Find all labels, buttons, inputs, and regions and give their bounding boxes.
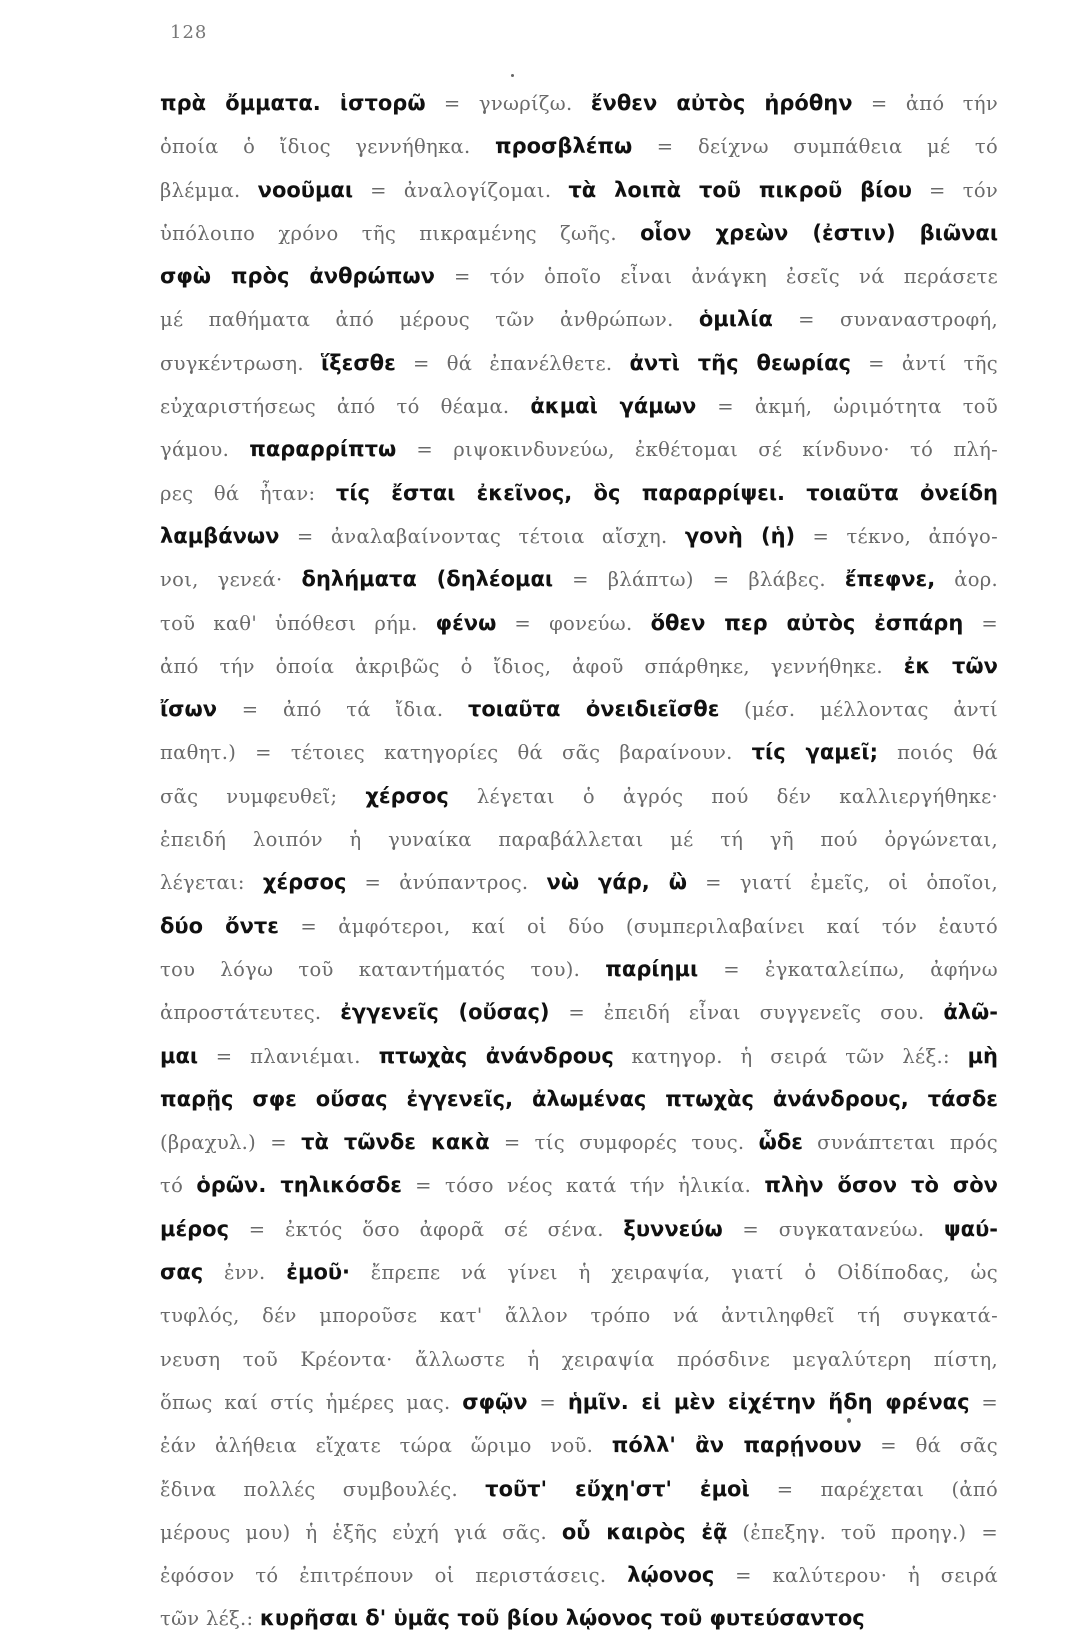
gloss-text: = ἀναλογίζομαι.: [353, 178, 569, 202]
gloss-text: = ἀναλαβαίνοντας τέτοια αἴσχη.: [279, 524, 685, 548]
text-line: [160, 1251, 998, 1294]
glossed-term: χέρσος: [365, 783, 449, 808]
gloss-text: = ἀμφότεροι, καί οἱ δύο (συμπεριλαβαίνει καί τόν ἑαυτό: [279, 914, 998, 938]
gloss-text: = ἐπειδή εἶναι συγγενεῖς σου.: [549, 1001, 944, 1025]
text-line: [160, 1554, 998, 1597]
gloss-text: = ἀντί τῆς: [850, 351, 998, 375]
glossed-term: πτωχὰς ἀνάνδρους: [378, 1043, 614, 1068]
glossed-term: τίς γαμεῖ;: [751, 740, 879, 765]
gloss-text: = γιατί ἐμεῖς, οἱ ὁποῖοι,: [686, 871, 998, 895]
glossed-term: οὗ καιρὸς ἐᾷ: [561, 1519, 728, 1544]
print-speck: [511, 74, 514, 77]
gloss-text: νευση τοῦ Κρέοντα· ἄλλωστε ἡ χειραψία πρόσδινε μεγαλύτερη πίστη,: [160, 1347, 998, 1371]
text-line: [160, 645, 998, 688]
glossed-term: νοοῦμαι: [257, 177, 354, 202]
glossed-term: τὰ λοιπὰ τοῦ πικροῦ βίου: [568, 177, 912, 202]
gloss-text: γάμου.: [160, 438, 250, 462]
text-line: [160, 1468, 998, 1511]
text-line: [160, 602, 998, 645]
text-line: [160, 125, 998, 168]
glossed-term: οἷον χρεὼν (ἐστιν) βιῶναι: [640, 220, 998, 245]
gloss-text: = ἀπό τήν: [852, 92, 998, 115]
glossed-term: ξυννεύω: [623, 1216, 723, 1241]
text-line: [160, 212, 998, 255]
gloss-text: μέρους μου) ἡ ἑξῆς εὐχή γιά σᾶς.: [160, 1520, 562, 1544]
text-line: [160, 472, 998, 515]
glossed-term: ψαύ-: [944, 1216, 998, 1241]
text-line: [160, 1208, 998, 1251]
gloss-text: = τίς συμφορές τους.: [489, 1131, 759, 1155]
glossed-term: τίς ἔσται ἐκεῖνος, ὃς παραρρίψει. τοιαῦτα ὀνείδη: [335, 480, 998, 505]
text-line: [160, 255, 998, 298]
gloss-text: ὅπως καί στίς ἡμέρες μας.: [160, 1390, 463, 1414]
glossed-term: προσβλέπω: [494, 134, 633, 159]
glossed-term: λαμβάνων: [160, 523, 280, 548]
glossed-term: ἴσων: [160, 697, 218, 722]
gloss-text: ἐπειδή λοιπόν ἡ γυναίκα παραβάλλεται μέ τή γῆ πού ὀργώνεται,: [160, 828, 998, 852]
gloss-text: συγκέντρωση.: [160, 351, 322, 375]
gloss-text: = ἀκμή, ὡριμότητα τοῦ: [696, 395, 998, 419]
gloss-text: ἐφόσον τό ἐπιτρέπουν οἱ περιστάσεις.: [160, 1564, 628, 1588]
glossed-term: ἔνθεν αὐτὸς ἠρόθην: [590, 91, 853, 115]
text-line: [160, 731, 998, 774]
gloss-text: = συναναστροφή,: [772, 308, 998, 332]
glossed-term: ὁμιλία: [698, 307, 773, 332]
gloss-text: μέ παθήματα ἀπό μέρους τῶν ἀνθρώπων.: [160, 308, 699, 332]
glossed-term: παρίημι: [605, 956, 699, 981]
gloss-text: = ἐγκαταλείπω, ἀφήνω: [698, 957, 998, 981]
print-speck: [847, 1418, 851, 1423]
text-line: [160, 1121, 998, 1164]
glossed-term: τοῦτ' εὔχη'στ' ἐμοὶ: [485, 1476, 750, 1501]
gloss-text: παθητ.) = τέτοιες κατηγορίες θά σᾶς βαραίνουν.: [160, 741, 752, 765]
gloss-text: = δείχνω συμπάθεια μέ τό: [632, 135, 998, 159]
gloss-text: βλέμμα.: [160, 178, 258, 202]
glossed-term: νὼ γάρ, ὢ: [546, 870, 687, 895]
glossed-term: ἡμῖν. εἰ μὲν εἰχέτην ἤδη φρένας: [567, 1389, 970, 1414]
glossed-term: παρῇς σφε οὔσας ἐγγενεῖς, ἀλωμένας πτωχὰς ἀνάνδρους, τάσδε: [160, 1086, 998, 1111]
glossed-term: λῴονος: [627, 1563, 715, 1588]
text-line: [160, 298, 998, 341]
page-number: 128: [170, 22, 208, 43]
glossed-term: τοιαῦτα ὀνειδιεῖσθε: [467, 697, 720, 722]
text-line: [160, 1597, 998, 1640]
text-line: [160, 688, 998, 731]
gloss-text: =: [963, 611, 998, 635]
text-line: [160, 1078, 998, 1121]
gloss-text: ἀπό τήν ὁποία ἀκριβῶς ὁ ἴδιος, ἀφοῦ σπάρθηκε, γεννήθηκε.: [160, 654, 904, 678]
gloss-text: ποιός θά: [878, 741, 998, 765]
glossed-term: μαι: [160, 1043, 199, 1068]
gloss-text: ἀπροστάτευτες.: [160, 1001, 341, 1025]
gloss-text: = γνωρίζω.: [425, 92, 591, 115]
glossed-term: ἐμοῦ·: [286, 1260, 351, 1285]
gloss-text: = θά ἐπανέλθετε.: [395, 351, 630, 375]
gloss-text: τοῦ καθ' ὑπόθεσι ρήμ.: [160, 611, 436, 635]
text-line: [160, 385, 998, 428]
text-line: [160, 991, 998, 1034]
text-line: [160, 861, 998, 904]
gloss-text: λέγεται:: [160, 871, 263, 895]
gloss-text: = ἐκτός ὅσο ἀφορᾶ σέ σένα.: [229, 1217, 624, 1241]
gloss-text: (ἐπεξηγ. τοῦ προηγ.) =: [727, 1520, 998, 1544]
gloss-text: ὁποία ὁ ἴδιος γεννήθηκα.: [160, 135, 495, 159]
gloss-text: σᾶς νυμφευθεῖ;: [160, 784, 366, 808]
glossed-term: πρὰ ὄμματα. ἱστορῶ: [160, 91, 426, 115]
gloss-text: νοι, γενεά·: [160, 568, 302, 592]
glossed-term: ἀκμαὶ γάμων: [530, 394, 697, 419]
glossed-term: παραρρίπτω: [249, 437, 397, 462]
text-line: [160, 558, 998, 601]
gloss-text: = παρέχεται (ἀπό: [749, 1477, 998, 1501]
glossed-term: πόλλ' ἂν παρῄνουν: [611, 1433, 862, 1458]
glossed-term: χέρσος: [262, 870, 347, 895]
glossed-term: ἐκ τῶν: [903, 653, 998, 678]
glossed-term: γονὴ (ἡ): [684, 523, 796, 548]
page-body-text: [160, 82, 998, 1641]
gloss-text: = ριψοκινδυνεύω, ἐκθέτομαι σέ κίνδυνο· τό πλή-: [396, 438, 998, 462]
glossed-term: ὧδε: [758, 1130, 803, 1155]
gloss-text: του λόγω τοῦ καταντήματός του).: [160, 957, 606, 981]
text-line: [160, 1164, 998, 1207]
glossed-term: μὴ: [967, 1043, 998, 1068]
gloss-text: = καλύτερου· ἡ σειρά: [714, 1564, 998, 1588]
gloss-text: κατηγορ. ἡ σειρά τῶν λέξ.:: [613, 1044, 968, 1068]
gloss-text: = τόν: [911, 178, 998, 202]
gloss-text: (βραχυλ.) =: [160, 1131, 302, 1155]
text-line: [160, 169, 998, 212]
text-line: [160, 948, 998, 991]
gloss-text: (μέσ. μέλλοντας ἀντί: [719, 698, 998, 722]
text-line: [160, 775, 998, 818]
glossed-term: δύο ὄντε: [160, 913, 279, 938]
gloss-text: τῶν λέξ.:: [160, 1607, 260, 1631]
text-line: [160, 818, 998, 861]
text-line: [160, 1381, 998, 1424]
text-line: [160, 1294, 998, 1337]
text-line: [160, 82, 998, 125]
glossed-term: σας: [160, 1260, 204, 1285]
text-line: [160, 1424, 998, 1467]
glossed-term: σφῷν: [462, 1389, 528, 1414]
gloss-text: ἔπρεπε νά γίνει ἡ χειραψία, γιατί ὁ Οἰδίποδας, ὡς: [350, 1261, 998, 1285]
gloss-text: = πλανιέμαι.: [198, 1044, 379, 1068]
gloss-text: = ἀπό τά ἴδια.: [217, 698, 468, 722]
gloss-text: = τόν ὁποῖο εἶναι ἀνάγκη ἐσεῖς νά περάσετε: [434, 265, 998, 289]
gloss-text: τό: [160, 1174, 197, 1198]
glossed-term: ὁρῶν. τηλικόσδε: [196, 1173, 402, 1198]
text-line: [160, 428, 998, 471]
gloss-text: τυφλός, δέν μποροῦσε κατ' ἄλλον τρόπο νά ἀντιληφθεῖ τή συγκατά-: [160, 1304, 998, 1328]
gloss-text: =: [969, 1390, 998, 1414]
gloss-text: ὑπόλοιπο χρόνο τῆς πικραμένης ζωῆς.: [160, 221, 641, 245]
glossed-term: τὰ τῶνδε κακὰ: [301, 1130, 490, 1155]
text-line: [160, 515, 998, 558]
text-line: [160, 342, 998, 385]
gloss-text: ἐάν ἀλήθεια εἴχατε τώρα ὥριμο νοῦ.: [160, 1434, 612, 1458]
gloss-text: ἔδινα πολλές συμβουλές.: [160, 1477, 486, 1501]
glossed-term: ἐγγενεῖς (οὔσας): [340, 1000, 550, 1025]
gloss-text: ἐνν.: [203, 1261, 287, 1285]
gloss-text: = βλάπτω) = βλάβες.: [553, 568, 845, 592]
gloss-text: =: [527, 1390, 568, 1414]
glossed-term: φένω: [435, 610, 497, 635]
gloss-text: ἀορ.: [935, 568, 998, 592]
glossed-term: πλὴν ὅσον τὸ σὸν: [764, 1173, 998, 1198]
gloss-text: = τόσο νέος κατά τήν ἡλικία.: [401, 1174, 765, 1198]
glossed-term: ἔπεφνε,: [844, 567, 936, 592]
gloss-text: συνάπτεται πρός: [802, 1131, 998, 1155]
glossed-term: ἀντὶ τῆς θεωρίας: [629, 350, 851, 375]
glossed-term: δηλήματα (δηλέομαι: [301, 567, 554, 592]
text-line: [160, 1338, 998, 1381]
text-line: [160, 1511, 998, 1554]
glossed-term: σφὼ πρὸς ἀνθρώπων: [160, 264, 435, 289]
gloss-text: = θά σᾶς: [861, 1434, 998, 1458]
gloss-text: = ἀνύπαντρος.: [346, 871, 547, 895]
glossed-term: ἵξεσθε: [321, 350, 396, 375]
glossed-term: κυρῆσαι δ' ὑμᾶς τοῦ βίου λῴονος τοῦ φυτεύσαντος: [259, 1606, 865, 1631]
text-line: [160, 1035, 998, 1078]
text-line: [160, 905, 998, 948]
gloss-text: = συγκατανεύω.: [722, 1217, 944, 1241]
glossed-term: ὅθεν περ αὐτὸς ἐσπάρη: [650, 610, 964, 635]
gloss-text: = φονεύω.: [496, 611, 651, 635]
gloss-text: ρες θά ἦταν:: [160, 481, 336, 505]
gloss-text: λέγεται ὁ ἀγρός πού δέν καλλιεργήθηκε·: [448, 784, 998, 808]
glossed-term: μέρος: [160, 1216, 230, 1241]
gloss-text: = τέκνο, ἀπόγο-: [795, 524, 998, 548]
gloss-text: εὐχαριστήσεως ἀπό τό θέαμα.: [160, 395, 531, 419]
glossed-term: ἀλῶ-: [943, 1000, 998, 1025]
